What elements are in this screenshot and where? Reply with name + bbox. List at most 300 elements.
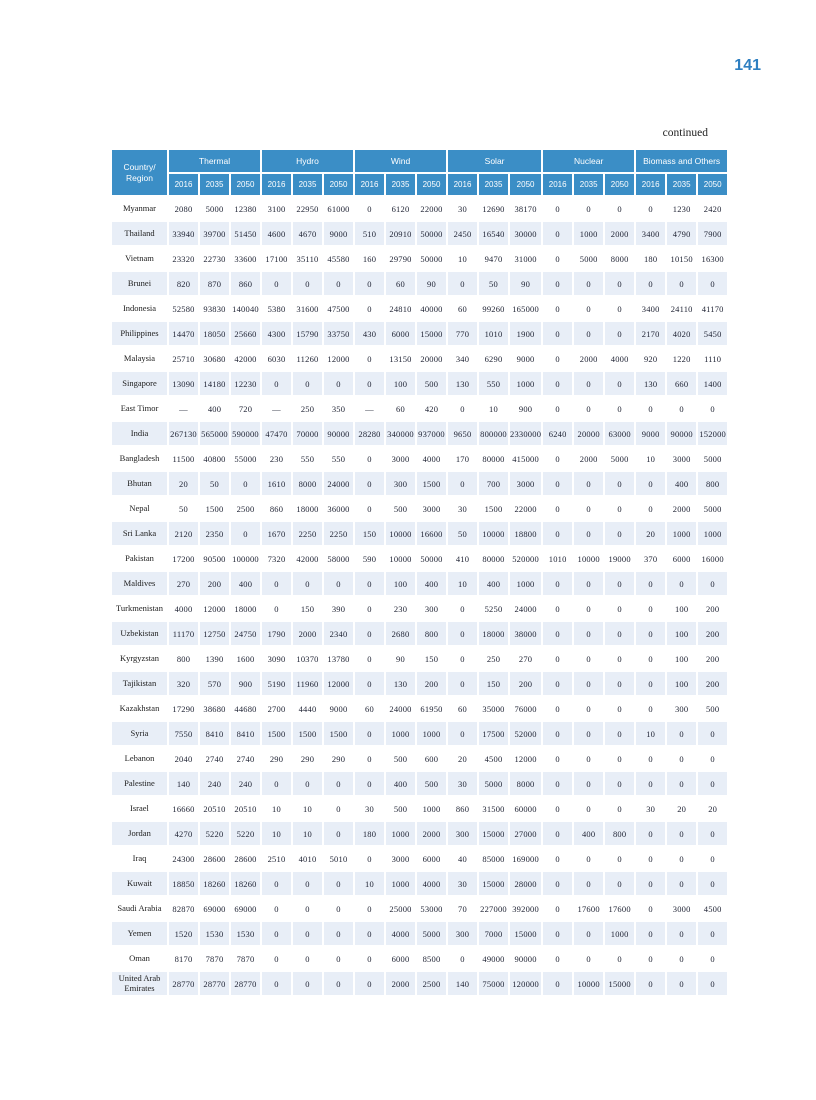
- value-cell: 500: [417, 372, 446, 395]
- value-cell: 100: [667, 647, 696, 670]
- value-cell: 60: [448, 297, 477, 320]
- value-cell: 1520: [169, 922, 198, 945]
- value-cell: 2000: [386, 972, 415, 995]
- value-cell: 0: [293, 947, 322, 970]
- value-cell: 0: [605, 947, 634, 970]
- value-cell: 0: [293, 922, 322, 945]
- value-cell: 0: [543, 972, 572, 995]
- value-cell: 0: [262, 572, 291, 595]
- value-cell: 0: [543, 297, 572, 320]
- value-cell: 6000: [386, 947, 415, 970]
- value-cell: 35000: [479, 697, 508, 720]
- value-cell: 20: [448, 747, 477, 770]
- value-cell: 61000: [324, 197, 353, 220]
- value-cell: 24750: [231, 622, 260, 645]
- table-row: [112, 622, 727, 645]
- value-cell: 10: [636, 447, 665, 470]
- value-cell: 10: [262, 797, 291, 820]
- value-cell: 4270: [169, 822, 198, 845]
- value-cell: 0: [667, 822, 696, 845]
- table-row: [112, 747, 727, 770]
- value-cell: 15000: [479, 822, 508, 845]
- value-cell: 920: [636, 347, 665, 370]
- table-row: [112, 872, 727, 895]
- value-cell: 6000: [386, 322, 415, 345]
- value-cell: 2120: [169, 522, 198, 545]
- continued-label: continued: [662, 127, 708, 139]
- value-cell: 18000: [231, 597, 260, 620]
- value-cell: 300: [386, 472, 415, 495]
- value-cell: 50: [448, 522, 477, 545]
- year-header: 2050: [698, 174, 727, 195]
- value-cell: 0: [324, 372, 353, 395]
- value-cell: 5000: [605, 447, 634, 470]
- value-cell: 270: [510, 647, 541, 670]
- value-cell: 0: [605, 297, 634, 320]
- value-cell: 20910: [386, 222, 415, 245]
- value-cell: 2330000: [510, 422, 541, 445]
- value-cell: 60: [386, 272, 415, 295]
- value-cell: 0: [636, 772, 665, 795]
- value-cell: 0: [636, 947, 665, 970]
- year-header: 2016: [169, 174, 198, 195]
- value-cell: 0: [667, 947, 696, 970]
- value-cell: 4440: [293, 697, 322, 720]
- value-cell: 7870: [200, 947, 229, 970]
- value-cell: 4600: [262, 222, 291, 245]
- value-cell: 227000: [479, 897, 508, 920]
- value-cell: 11260: [293, 347, 322, 370]
- value-cell: 10: [636, 722, 665, 745]
- value-cell: 400: [200, 397, 229, 420]
- value-cell: 27000: [510, 822, 541, 845]
- year-header: 2050: [605, 174, 634, 195]
- value-cell: 0: [605, 672, 634, 695]
- value-cell: 320: [169, 672, 198, 695]
- value-cell: 0: [698, 272, 727, 295]
- value-cell: 590: [355, 547, 384, 570]
- value-cell: 0: [574, 697, 603, 720]
- value-cell: 1500: [262, 722, 291, 745]
- value-cell: 130: [636, 372, 665, 395]
- value-cell: 30: [636, 797, 665, 820]
- value-cell: 5000: [698, 447, 727, 470]
- table-header: [112, 150, 727, 195]
- value-cell: 180: [355, 822, 384, 845]
- value-cell: 0: [605, 572, 634, 595]
- group-header-thermal: Thermal: [169, 150, 260, 172]
- value-cell: 200: [698, 647, 727, 670]
- value-cell: 1600: [231, 647, 260, 670]
- value-cell: 0: [636, 822, 665, 845]
- value-cell: 1400: [698, 372, 727, 395]
- year-header: 2035: [479, 174, 508, 195]
- year-header: 2050: [510, 174, 541, 195]
- value-cell: 1500: [479, 497, 508, 520]
- value-cell: 30: [448, 497, 477, 520]
- value-cell: 0: [355, 272, 384, 295]
- group-header-solar: Solar: [448, 150, 541, 172]
- value-cell: 0: [355, 972, 384, 995]
- value-cell: 400: [667, 472, 696, 495]
- value-cell: 800000: [479, 422, 508, 445]
- value-cell: 1230: [667, 197, 696, 220]
- value-cell: 31500: [479, 797, 508, 820]
- value-cell: 860: [448, 797, 477, 820]
- country-cell: Palestine: [112, 772, 167, 795]
- value-cell: 12000: [200, 597, 229, 620]
- country-cell: Yemen: [112, 922, 167, 945]
- value-cell: 770: [448, 322, 477, 345]
- value-cell: 0: [667, 972, 696, 995]
- value-cell: 4500: [698, 897, 727, 920]
- country-cell: Indonesia: [112, 297, 167, 320]
- value-cell: 8170: [169, 947, 198, 970]
- value-cell: 5380: [262, 297, 291, 320]
- value-cell: 0: [324, 897, 353, 920]
- value-cell: 16600: [417, 522, 446, 545]
- value-cell: 35110: [293, 247, 322, 270]
- value-cell: 2000: [667, 497, 696, 520]
- value-cell: 0: [543, 272, 572, 295]
- value-cell: 700: [479, 472, 508, 495]
- value-cell: 10000: [574, 972, 603, 995]
- value-cell: 0: [543, 197, 572, 220]
- value-cell: 15000: [417, 322, 446, 345]
- value-cell: 550: [324, 447, 353, 470]
- value-cell: 30: [448, 772, 477, 795]
- value-cell: 0: [667, 772, 696, 795]
- value-cell: 800: [605, 822, 634, 845]
- value-cell: 29790: [386, 247, 415, 270]
- value-cell: 10: [293, 797, 322, 820]
- value-cell: 0: [355, 947, 384, 970]
- value-cell: 500: [386, 747, 415, 770]
- value-cell: 0: [262, 772, 291, 795]
- value-cell: 2420: [698, 197, 727, 220]
- country-cell: India: [112, 422, 167, 445]
- value-cell: 392000: [510, 897, 541, 920]
- value-cell: 0: [293, 897, 322, 920]
- country-cell: Nepal: [112, 497, 167, 520]
- value-cell: 90500: [200, 547, 229, 570]
- value-cell: 0: [448, 472, 477, 495]
- value-cell: 300: [448, 922, 477, 945]
- value-cell: 28770: [200, 972, 229, 995]
- value-cell: 2700: [262, 697, 291, 720]
- value-cell: 30: [448, 872, 477, 895]
- value-cell: 0: [293, 772, 322, 795]
- year-header: 2035: [574, 174, 603, 195]
- value-cell: 140: [169, 772, 198, 795]
- value-cell: 0: [355, 597, 384, 620]
- value-cell: 0: [543, 247, 572, 270]
- value-cell: 0: [324, 822, 353, 845]
- value-cell: 1000: [417, 722, 446, 745]
- value-cell: 4500: [479, 747, 508, 770]
- value-cell: 0: [324, 972, 353, 995]
- value-cell: 10000: [386, 522, 415, 545]
- year-header: 2016: [636, 174, 665, 195]
- value-cell: 0: [262, 597, 291, 620]
- value-cell: 5000: [417, 922, 446, 945]
- value-cell: 0: [605, 747, 634, 770]
- value-cell: 17600: [574, 897, 603, 920]
- table-row: [112, 897, 727, 920]
- value-cell: 0: [324, 797, 353, 820]
- table-row: [112, 597, 727, 620]
- value-cell: 0: [448, 272, 477, 295]
- value-cell: 15000: [479, 872, 508, 895]
- value-cell: 250: [479, 647, 508, 670]
- value-cell: 4000: [605, 347, 634, 370]
- value-cell: 0: [605, 597, 634, 620]
- value-cell: 0: [355, 622, 384, 645]
- value-cell: 0: [636, 972, 665, 995]
- energy-capacity-table: [110, 148, 729, 997]
- value-cell: 50000: [417, 247, 446, 270]
- value-cell: 4000: [417, 872, 446, 895]
- value-cell: 250: [293, 397, 322, 420]
- value-cell: 5250: [479, 597, 508, 620]
- value-cell: 20510: [231, 797, 260, 820]
- value-cell: 0: [543, 347, 572, 370]
- value-cell: 0: [293, 972, 322, 995]
- value-cell: 0: [636, 897, 665, 920]
- value-cell: 39700: [200, 222, 229, 245]
- value-cell: 11500: [169, 447, 198, 470]
- value-cell: 20000: [417, 347, 446, 370]
- value-cell: 10: [448, 572, 477, 595]
- value-cell: 4670: [293, 222, 322, 245]
- group-header-row: [112, 150, 727, 172]
- value-cell: 22000: [417, 197, 446, 220]
- value-cell: 5190: [262, 672, 291, 695]
- value-cell: 0: [355, 447, 384, 470]
- value-cell: 17290: [169, 697, 198, 720]
- value-cell: 0: [355, 197, 384, 220]
- value-cell: 290: [324, 747, 353, 770]
- value-cell: 9000: [510, 347, 541, 370]
- value-cell: 0: [543, 472, 572, 495]
- year-header: 2016: [448, 174, 477, 195]
- value-cell: 0: [574, 872, 603, 895]
- value-cell: 0: [324, 272, 353, 295]
- value-cell: 15000: [605, 972, 634, 995]
- value-cell: 0: [574, 672, 603, 695]
- value-cell: 1500: [417, 472, 446, 495]
- value-cell: 350: [324, 397, 353, 420]
- value-cell: 47500: [324, 297, 353, 320]
- year-header: 2016: [543, 174, 572, 195]
- value-cell: 50000: [417, 547, 446, 570]
- value-cell: 240: [231, 772, 260, 795]
- value-cell: 1000: [510, 372, 541, 395]
- value-cell: 165000: [510, 297, 541, 320]
- value-cell: 11170: [169, 622, 198, 645]
- value-cell: 50: [479, 272, 508, 295]
- value-cell: 800: [698, 472, 727, 495]
- value-cell: 2000: [417, 822, 446, 845]
- value-cell: 0: [667, 722, 696, 745]
- value-cell: 1670: [262, 522, 291, 545]
- value-cell: 0: [698, 722, 727, 745]
- value-cell: 90000: [324, 422, 353, 445]
- value-cell: 3000: [386, 447, 415, 470]
- table-row: [112, 472, 727, 495]
- value-cell: 900: [510, 397, 541, 420]
- value-cell: 10: [293, 822, 322, 845]
- value-cell: 2740: [200, 747, 229, 770]
- value-cell: 20: [698, 797, 727, 820]
- value-cell: 100: [667, 622, 696, 645]
- value-cell: 860: [231, 272, 260, 295]
- country-cell: Uzbekistan: [112, 622, 167, 645]
- value-cell: 0: [636, 747, 665, 770]
- value-cell: 0: [636, 597, 665, 620]
- value-cell: 3400: [636, 297, 665, 320]
- value-cell: 400: [386, 772, 415, 795]
- value-cell: 12690: [479, 197, 508, 220]
- value-cell: 63000: [605, 422, 634, 445]
- value-cell: 41170: [698, 297, 727, 320]
- value-cell: 1530: [200, 922, 229, 945]
- value-cell: 3000: [510, 472, 541, 495]
- value-cell: 400: [479, 572, 508, 595]
- value-cell: 2170: [636, 322, 665, 345]
- value-cell: 0: [605, 847, 634, 870]
- value-cell: —: [169, 397, 198, 420]
- value-cell: 1000: [386, 822, 415, 845]
- value-cell: 500: [698, 697, 727, 720]
- value-cell: 0: [636, 272, 665, 295]
- value-cell: 10000: [479, 522, 508, 545]
- value-cell: 0: [574, 472, 603, 495]
- value-cell: 60: [448, 697, 477, 720]
- value-cell: 400: [417, 572, 446, 595]
- value-cell: 0: [355, 897, 384, 920]
- value-cell: 0: [262, 372, 291, 395]
- value-cell: 19000: [605, 547, 634, 570]
- value-cell: 6000: [417, 847, 446, 870]
- value-cell: 9000: [324, 697, 353, 720]
- value-cell: 0: [574, 297, 603, 320]
- value-cell: 2340: [324, 622, 353, 645]
- value-cell: 15790: [293, 322, 322, 345]
- value-cell: 42000: [293, 547, 322, 570]
- country-cell: Oman: [112, 947, 167, 970]
- value-cell: 5010: [324, 847, 353, 870]
- value-cell: 0: [605, 522, 634, 545]
- value-cell: 4300: [262, 322, 291, 345]
- value-cell: 0: [636, 197, 665, 220]
- value-cell: 1900: [510, 322, 541, 345]
- value-cell: 1500: [200, 497, 229, 520]
- value-cell: 0: [448, 597, 477, 620]
- value-cell: 40: [448, 847, 477, 870]
- value-cell: 270: [169, 572, 198, 595]
- value-cell: 18800: [510, 522, 541, 545]
- value-cell: 0: [574, 597, 603, 620]
- value-cell: 0: [574, 797, 603, 820]
- value-cell: 1000: [386, 722, 415, 745]
- value-cell: 8410: [231, 722, 260, 745]
- value-cell: 42000: [231, 347, 260, 370]
- value-cell: 1000: [667, 522, 696, 545]
- value-cell: 11960: [293, 672, 322, 695]
- value-cell: 75000: [479, 972, 508, 995]
- country-cell: East Timor: [112, 397, 167, 420]
- value-cell: 13090: [169, 372, 198, 395]
- value-cell: 0: [605, 472, 634, 495]
- country-cell: Kuwait: [112, 872, 167, 895]
- table-row: [112, 547, 727, 570]
- value-cell: 0: [636, 872, 665, 895]
- value-cell: 28000: [510, 872, 541, 895]
- value-cell: 370: [636, 547, 665, 570]
- value-cell: 0: [355, 672, 384, 695]
- value-cell: 300: [417, 597, 446, 620]
- value-cell: 38170: [510, 197, 541, 220]
- value-cell: 1010: [543, 547, 572, 570]
- value-cell: 870: [200, 272, 229, 295]
- year-header-row: [112, 174, 727, 195]
- value-cell: 0: [448, 397, 477, 420]
- value-cell: 12000: [510, 747, 541, 770]
- value-cell: 7320: [262, 547, 291, 570]
- year-header: 2016: [262, 174, 291, 195]
- value-cell: 0: [698, 572, 727, 595]
- country-cell: Sri Lanka: [112, 522, 167, 545]
- value-cell: 0: [667, 872, 696, 895]
- value-cell: 2080: [169, 197, 198, 220]
- value-cell: 0: [605, 272, 634, 295]
- value-cell: 16540: [479, 222, 508, 245]
- value-cell: 0: [605, 797, 634, 820]
- value-cell: 2040: [169, 747, 198, 770]
- value-cell: 0: [574, 372, 603, 395]
- value-cell: 40000: [417, 297, 446, 320]
- value-cell: 12000: [324, 672, 353, 695]
- group-header-biomass-and-others: Biomass and Others: [636, 150, 727, 172]
- value-cell: 0: [543, 497, 572, 520]
- value-cell: 10: [355, 872, 384, 895]
- value-cell: 550: [293, 447, 322, 470]
- value-cell: 99260: [479, 297, 508, 320]
- group-header-hydro: Hydro: [262, 150, 353, 172]
- value-cell: 0: [448, 622, 477, 645]
- value-cell: 0: [448, 672, 477, 695]
- value-cell: 230: [386, 597, 415, 620]
- value-cell: 7550: [169, 722, 198, 745]
- value-cell: 33750: [324, 322, 353, 345]
- value-cell: 0: [543, 622, 572, 645]
- value-cell: 0: [231, 472, 260, 495]
- value-cell: 0: [262, 972, 291, 995]
- value-cell: 140: [448, 972, 477, 995]
- value-cell: 8000: [293, 472, 322, 495]
- value-cell: 400: [231, 572, 260, 595]
- value-cell: 8000: [510, 772, 541, 795]
- value-cell: 500: [386, 797, 415, 820]
- country-cell: Brunei: [112, 272, 167, 295]
- value-cell: 12000: [324, 347, 353, 370]
- value-cell: 22000: [510, 497, 541, 520]
- value-cell: —: [262, 397, 291, 420]
- country-cell: Israel: [112, 797, 167, 820]
- value-cell: 76000: [510, 697, 541, 720]
- value-cell: 93830: [200, 297, 229, 320]
